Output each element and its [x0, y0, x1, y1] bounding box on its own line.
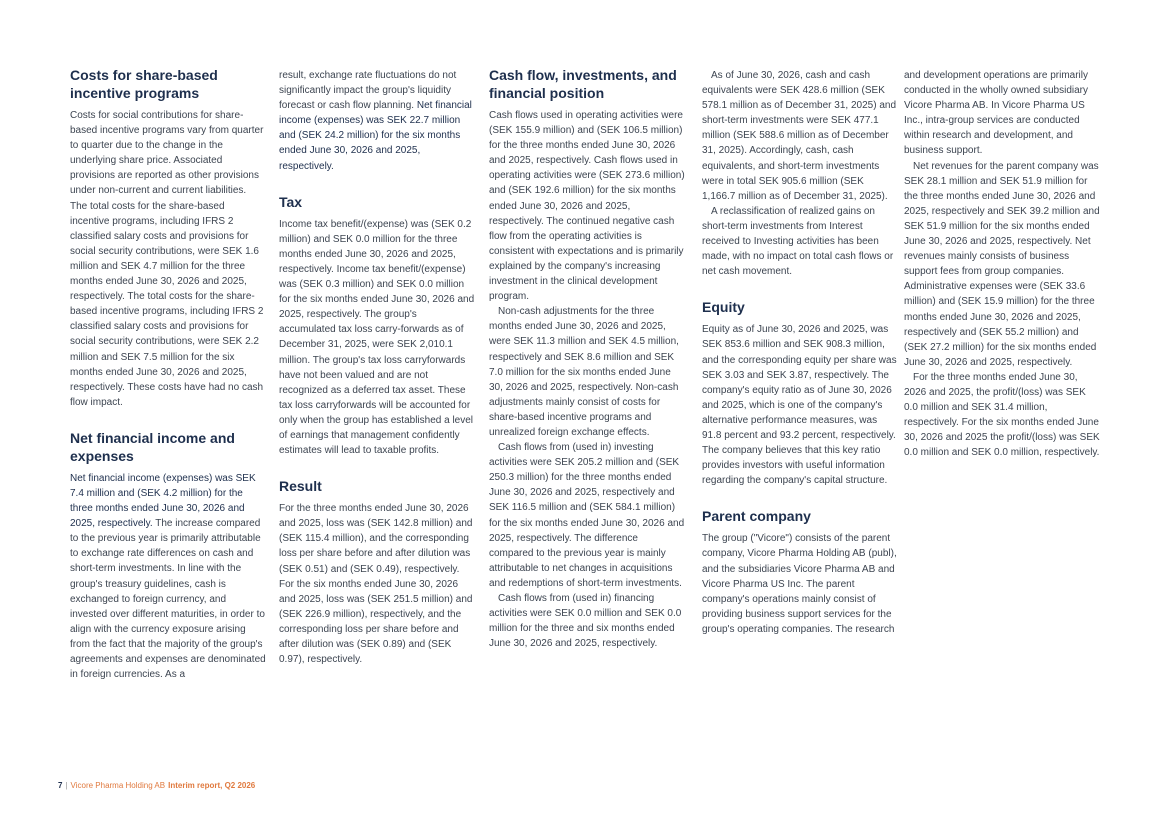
heading-parent-company: Parent company	[702, 508, 811, 525]
paragraph-position-2: A reclassification of realized gains on short-term investments from Interest received to Investing activities has been made, with no impact on total cash flows or net cash movement.	[702, 205, 894, 278]
heading-cash-flow: Cash flow, investments, and financial position	[489, 67, 677, 101]
page-number: 7	[58, 781, 63, 790]
page-footer	[58, 781, 255, 791]
heading-net-financial: Net financial income and expenses	[70, 429, 235, 464]
net-financial-cont-b: Net financial income (expenses) was SEK 22.7 million and (SEK 24.2 million) for the six months ended June 30, 2026 and 2025, respectively.	[279, 100, 472, 172]
paragraph-share-based-costs: Costs for social contributions for share-based incentive programs vary from quarter to quarter due to the change in the underlying share price. Associated provisions are reported as other provisions under non-current and current liabilities. The total costs for the share-based incentive programs, including IFRS 2 classified salary costs and provisions for social security contributions, were SEK 1.6 million and SEK 4.7 million for the three months ended June 30, 2026 and 2025, respectively. The total costs for the share-based incentive programs, including IFRS 2 classified salary costs and provisions for social security contributions, were SEK 2.2 million and SEK 7.5 million for the six months ended June 30, 2026 and 2025, respectively. These costs have had no cash flow impact.	[70, 110, 264, 408]
paragraph-net-financial	[70, 471, 266, 682]
paragraph-net-financial-cont	[279, 68, 475, 174]
net-financial-highlight: Net financial income (expenses) was SEK 7.4 million and (SEK 4.2 million) for the three months ended June 30, 2026 and 2025, respectively.	[70, 472, 256, 530]
paragraph-cash-flow-2: Non-cash adjustments for the three months ended June 30, 2026 and 2025, were SEK 11.3 million and SEK 4.5 million, respectively and SEK 8.6 million and SEK 7.0 million for the six months ended June 30, 2026 and 2025, respectively. Non-cash adjustments mainly consist of costs for share-based incentive programs and unrealized foreign exchange effects.	[489, 306, 679, 438]
paragraph-result: For the three months ended June 30, 2026 and 2025, loss was (SEK 142.8 million) and (SEK 115.4 million), and the corresponding loss per share before and after dilution was (SEK 0.51) and (SEK 0.49), respectively. For the six months ended June 30, 2026 and 2025, loss was (SEK 251.5 million) and (SEK 226.9 million), respectively, and the corresponding loss per share before and after dilution was (SEK 0.89) and (SEK 0.97), respectively.	[279, 503, 473, 666]
paragraph-cash-flow-4: Cash flows from (used in) financing activities were SEK 0.0 million and SEK 0.0 million for the three and six months ended June 30, 2026 and 2025, respectively.	[489, 593, 682, 650]
paragraph-equity: Equity as of June 30, 2026 and 2025, was SEK 853.6 million and SEK 908.3 million, and the corresponding equity per share was SEK 3.03 and SEK 3.87, respectively. The company's equity ratio as of June 30, 2026 and 2025, which is one of the company's alternative performance measures, was 91.8 percent and 93.2 percent, respectively. The company believes that this key ratio provides investors with useful information regarding the company's capital structure.	[702, 324, 897, 487]
paragraph-parent-2: Net revenues for the parent company was SEK 28.1 million and SEK 51.9 million for the three months ended June 30, 2026 and 2025, respectively and SEK 39.2 million and SEK 51.9 million for the six months ended June 30, 2026 and 2025, respectively. Net revenues mainly consists of business support fees from group companies. Administrative expenses were (SEK 33.6 million) and (SEK 15.9 million) for the three months ended June 30, 2026 and 2025, respectively and (SEK 55.2 million) and (SEK 27.2 million) for the six months ended June 30, 2026 and 2025, respectively.	[904, 160, 1100, 368]
footer-separator: |	[65, 781, 68, 790]
net-financial-rest: The increase compared to the previous year is primarily attributable to exchange rate differences on cash and short-term investments. In line with the group's treasury guidelines, cash is exchanged to foreign currency, and invested over different maturities, in order to align with the currency exposure arising from the fact that the majority of the group's agreements and expenses are denominated in foreign currencies. As a	[70, 518, 266, 681]
paragraph-position-1: As of June 30, 2026, cash and cash equivalents were SEK 428.6 million (SEK 578.1 million as of December 31, 2025) and short-term investments were SEK 477.1 million (SEK 588.6 million as of December 31, 2025). Accordingly, cash, cash equivalents, and short-term investments were in total SEK 905.6 million (SEK 1,166.7 million as of December 31, 2025).	[702, 70, 897, 202]
column-4	[702, 68, 898, 637]
column-2	[279, 68, 475, 667]
paragraph-parent-3: For the three months ended June 30, 2026 and 2025, the profit/(loss) was SEK 0.0 million and SEK 31.4 million, respectively. For the six months ended June 30, 2026 and 2025 the profit/(loss) was SEK 0.0 million and SEK 0.0 million, respectively.	[904, 371, 1100, 459]
footer-company: Vicore Pharma Holding AB	[70, 781, 166, 790]
net-financial-cont-a: result, exchange rate fluctuations do not significantly impact the group's liquidity forecast or cash flow planning.	[279, 70, 457, 112]
column-5	[904, 68, 1100, 460]
heading-equity: Equity	[702, 299, 745, 316]
paragraph-cash-flow-3: Cash flows from (used in) investing activities were SEK 205.2 million and (SEK 250.3 million) for the three months ended June 30, 2026 and 2025, respectively and SEK 116.5 million and (SEK 584.1 million) for the six months ended June 30, 2026 and 2025, respectively. The difference compared to the previous year is mainly attributable to net changes in acquisitions and redemptions of short-term investments.	[489, 442, 685, 589]
heading-tax: Tax	[279, 193, 303, 210]
column-3	[489, 66, 685, 651]
paragraph-cash-flow-1: Cash flows used in operating activities were (SEK 155.9 million) and (SEK 106.5 million) for the three months ended June 30, 2026 and 2025, respectively. Cash flows used in operating activities were (SEK 273.6 million) and (SEK 192.6 million) for the six months ended June 30, 2026 and 2025, respectively. The continued negative cash flow from the operating activities is consistent with expectations and is primarily explained by the company's increasing investment in the clinical development program.	[489, 110, 685, 303]
paragraph-tax: Income tax benefit/(expense) was (SEK 0.2 million) and SEK 0.0 million for the three months ended June 30, 2026 and 2025, respectively. Income tax benefit/(expense) was (SEK 0.3 million) and SEK 0.0 million for the six months ended June 30, 2026 and 2025, respectively. The group's accumulated tax loss carry-forwards as of December 31, 2025, were SEK 2,010.1 million. The group's tax loss carryforwards have not been valued and are not recognized as a deferred tax asset. These tax loss carryforwards will be accounted for only when the group has established a level of earnings that management confidently estimates will lead to taxable profits.	[279, 218, 475, 457]
column-1	[70, 66, 266, 682]
paragraph-parent-1: and development operations are primarily conducted in the wholly owned subsidiary Vicore Pharma AB. In Vicore Pharma US Inc., intra-group services are conducted within research and development, and business support.	[904, 70, 1088, 157]
heading-share-based-costs: Costs for share-based incentive programs	[70, 67, 218, 101]
paragraph-parent-company: The group ("Vicore") consists of the parent company, Vicore Pharma Holding AB (publ), and the subsidiaries Vicore Pharma AB and Vicore Pharma US Inc. The parent company's operations mainly consist of providing business support services for the group's operating companies. The research	[702, 533, 897, 635]
heading-result: Result	[279, 478, 322, 495]
footer-report-title: Interim report, Q2 2026	[168, 781, 256, 790]
